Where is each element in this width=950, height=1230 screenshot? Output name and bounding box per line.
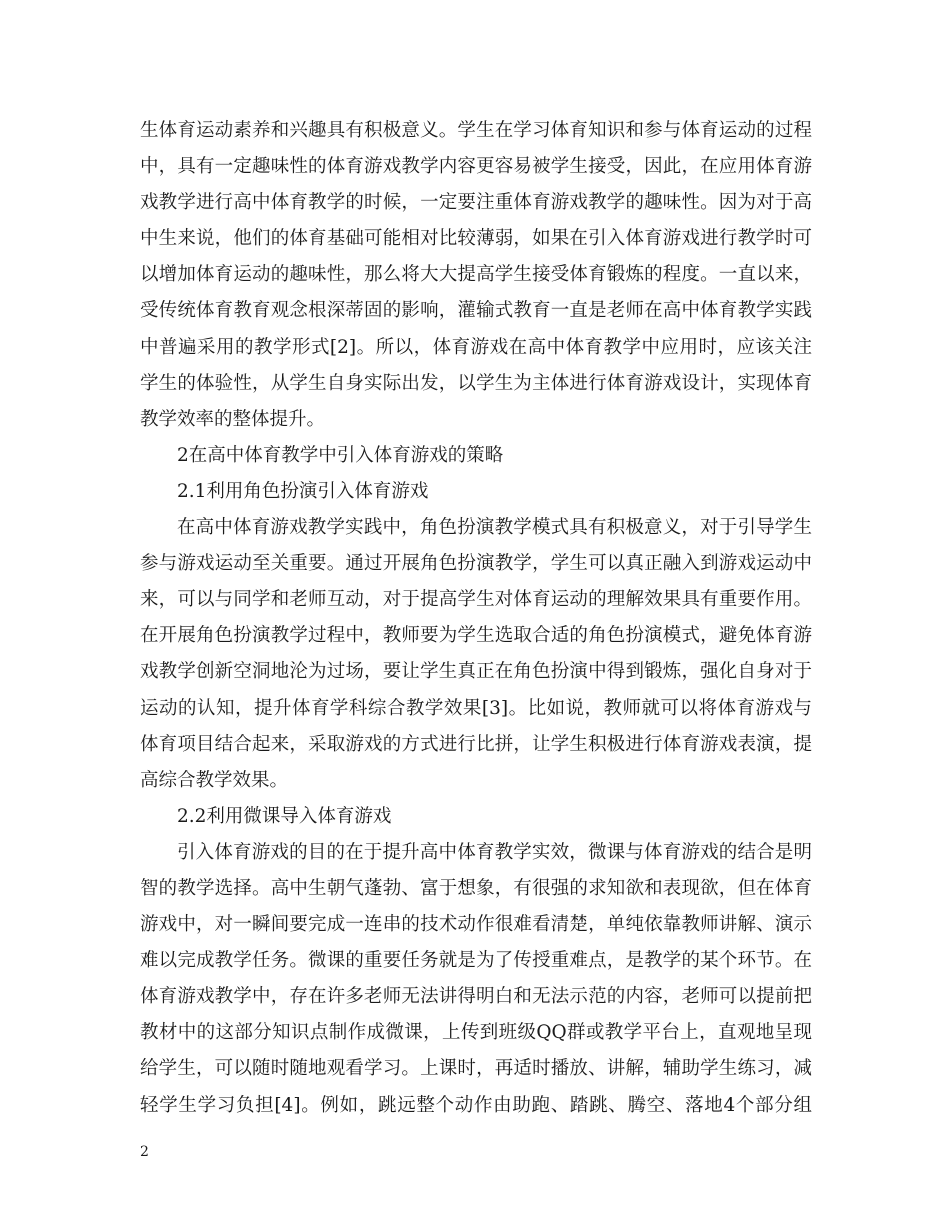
text-line: 教材中的这部分知识点制作成微课，上传到班级QQ群或教学平台上，直观地呈现 — [140, 1022, 812, 1044]
text-line: 体育游戏教学中，存在许多老师无法讲得明白和无法示范的内容，老师可以提前把 — [140, 986, 812, 1008]
text-line: 在开展角色扮演教学过程中，教师要为学生选取合适的角色扮演模式，避免体育游 — [140, 625, 812, 647]
text-line: 高综合教学效果。 — [140, 769, 289, 791]
paragraph-role-play — [140, 510, 812, 799]
heading-section-2 — [140, 438, 812, 474]
text-line: 难以完成教学任务。微课的重要任务就是为了传授重难点，是教学的某个环节。在 — [140, 950, 812, 972]
text-line: 戏教学进行高中体育教学的时候，一定要注重体育游戏教学的趣味性。因为对于高 — [140, 192, 812, 214]
paragraph-continued-intro — [140, 113, 812, 438]
text-line: 生体育运动素养和兴趣具有积极意义。学生在学习体育知识和参与体育运动的过程 — [140, 120, 812, 141]
text-line: 游戏中，对一瞬间要完成一连串的技术动作很难看清楚，单纯依靠教师讲解、演示 — [140, 914, 812, 936]
page-number: 2 — [140, 1144, 149, 1160]
heading-section-2-2 — [140, 799, 812, 835]
paragraph-micro-lesson — [140, 835, 812, 1124]
text-line: 智的教学选择。高中生朝气蓬勃、富于想象，有很强的求知欲和表现欲，但在体育 — [140, 877, 812, 899]
text-line: 运动的认知，提升体育学科综合教学效果[3]。比如说，教师就可以将体育游戏与 — [140, 697, 812, 719]
body-text — [140, 113, 812, 1124]
text-line: 受传统体育教育观念根深蒂固的影响，灌输式教育一直是老师在高中体育教学实践 — [140, 300, 812, 322]
text-line: 中，具有一定趣味性的体育游戏教学内容更容易被学生接受，因此，在应用体育游 — [140, 156, 812, 178]
text-line: 参与游戏运动至关重要。通过开展角色扮演教学，学生可以真正融入到游戏运动中 — [140, 553, 812, 575]
text-line: 中普遍采用的教学形式[2]。所以，体育游戏在高中体育教学中应用时，应该关注 — [140, 336, 812, 358]
text-line: 教学效率的整体提升。 — [140, 408, 326, 430]
text-line: 体育项目结合起来，采取游戏的方式进行比拼，让学生积极进行体育游戏表演，提 — [140, 733, 812, 755]
heading-section-2-1 — [140, 474, 812, 510]
text-line: 轻学生学习负担[4]。例如，跳远整个动作由助跑、踏跳、腾空、落地4个部分组 — [140, 1094, 812, 1116]
section-heading: 2在高中体育教学中引入体育游戏的策略 — [177, 444, 504, 466]
text-line: 在高中体育游戏教学实践中，角色扮演教学模式具有积极意义，对于引导学生 — [177, 517, 812, 539]
text-line: 引入体育游戏的目的在于提升高中体育教学实效，微课与体育游戏的结合是明 — [177, 841, 812, 863]
subsection-heading: 2.2利用微课导入体育游戏 — [177, 805, 392, 827]
text-line: 戏教学创新空洞地沦为过场，要让学生真正在角色扮演中得到锻炼，强化自身对于 — [140, 661, 812, 683]
text-line: 以增加体育运动的趣味性，那么将大大提高学生接受体育锻炼的程度。一直以来， — [140, 264, 812, 286]
text-line: 学生的体验性，从学生自身实际出发，以学生为主体进行体育游戏设计，实现体育 — [140, 372, 812, 394]
text-line: 中生来说，他们的体育基础可能相对比较薄弱，如果在引入体育游戏进行教学时可 — [140, 228, 812, 250]
text-line: 来，可以与同学和老师互动，对于提高学生对体育运动的理解效果具有重要作用。 — [140, 589, 812, 611]
text-line: 给学生，可以随时随地观看学习。上课时，再适时播放、讲解，辅助学生练习，减 — [140, 1058, 812, 1080]
subsection-heading: 2.1利用角色扮演引入体育游戏 — [177, 480, 429, 502]
